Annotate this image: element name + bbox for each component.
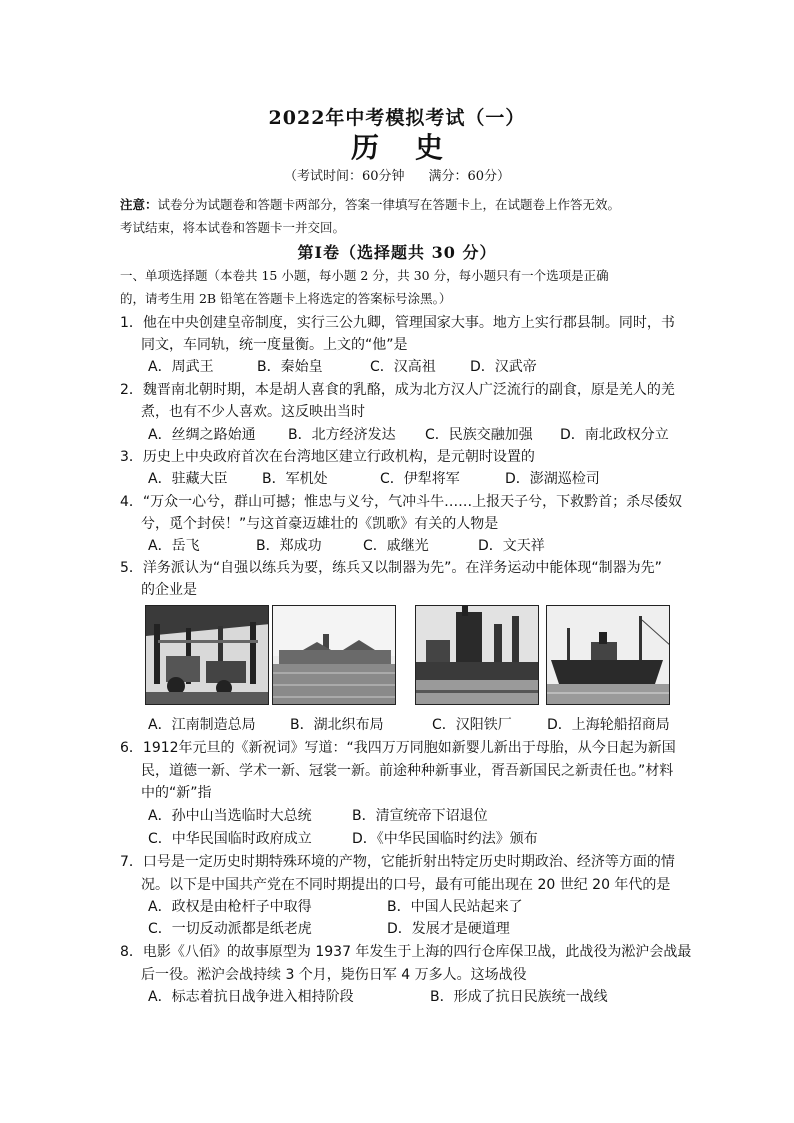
question-5-option-c: C．汉阳铁厂 [432,717,512,733]
question-7-line-1: 7．口号是一定历史时期特殊环境的产物，它能折射出特定历史时期政治、经济等方面的情 [120,854,675,870]
question-8-line-1: 8．电影《八佰》的故事原型为 1937 年发生于上海的四行仓库保卫战，此战役为淞沪会战最 [120,944,692,960]
exam-time: （考试时间：60分钟 [283,169,405,184]
question-5-option-a: A．江南制造总局 [148,717,256,733]
question-2-line-2: 煮，也有不少人喜欢。这反映出当时 [141,404,365,420]
question-3-option-a: A．驻藏大臣 [148,471,228,487]
question-8-option-b: B．形成了抗日民族统一战线 [430,989,608,1005]
notice-lead: 注意： [120,197,158,212]
notice-line-1: 注意：试卷分为试题卷和答题卡两部分，答案一律填写在答题卡上，在试题卷上作答无效。 [120,197,621,212]
question-6-option-c: C．中华民国临时政府成立 [148,831,312,847]
question-4-line-2: 兮，觅个封侯！”与这首豪迈雄壮的《凯歌》有关的人物是 [141,516,499,532]
question-4-option-b: B．郑成功 [256,538,322,554]
exam-score: 满分：60分） [428,169,511,184]
question-1-option-a: A．周武王 [148,359,214,375]
question-7-option-d: D．发展才是硬道理 [387,921,510,937]
question-5-option-b: B．湖北织布局 [290,717,384,733]
instruction-line-1: 一、单项选择题（本卷共 15 小题，每小题 2 分，共 30 分，每小题只有一个选项是正确 [120,268,609,283]
question-3-line-1: 3．历史上中央政府首次在台湾地区建立行政机构，是元朝时设置的 [120,449,535,465]
question-2-line-1: 2．魏晋南北朝时期，本是胡人喜食的乳酪，成为北方汉人广泛流行的副食，原是羌人的羌 [120,382,675,398]
question-1-option-b: B．秦始皇 [257,359,323,375]
subject-title: 历史 [350,131,479,164]
question-2-option-c: C．民族交融加强 [425,427,533,443]
question-3-option-c: C．伊犁将军 [380,471,460,487]
question-2-option-a: A．丝绸之路始通 [148,427,256,443]
question-1-option-d: D．汉武帝 [470,359,537,375]
question-6-line-3: 中的“新”指 [141,785,212,801]
question-8-option-a: A．标志着抗日战争进入相持阶段 [148,989,354,1005]
ironworks-photo [415,605,539,705]
question-5-line-2: 的企业是 [141,582,197,598]
question-7-line-2: 况。以下是中国共产党在不同时期提出的口号，最有可能出现在 20 世纪 20 年代的是 [141,877,671,893]
question-7-option-c: C．一切反动派都是纸老虎 [148,921,312,937]
question-4-line-1: 4．“万众一心兮，群山可撼；惟忠与义兮，气冲斗牛……上报天子兮，下救黔首；杀尽倭奴 [120,494,683,510]
steamship-photo [546,605,670,705]
textile-mill-photo [272,605,396,705]
question-4-option-c: C．戚继光 [363,538,429,554]
question-7-option-a: A．政权是由枪杆子中取得 [148,899,312,915]
question-6-option-a: A．孙中山当选临时大总统 [148,808,312,824]
question-6-option-b: B．清宣统帝下诏退位 [352,808,488,824]
question-3-option-b: B．军机处 [262,471,328,487]
question-2-option-b: B．北方经济发达 [288,427,396,443]
time-score-row [0,165,794,184]
question-1-option-c: C．汉高祖 [370,359,436,375]
question-6-line-2: 民，道德一新、学术一新、冠裳一新。前途种种新事业，胥吾新国民之新责任也。”材料 [141,763,674,779]
part1-title: 第Ⅰ卷（选择题共 30 分） [297,243,497,262]
question-6-line-1: 6．1912年元旦的《新祝词》写道：“我四万万同胞如新婴儿新出于母胎，从今日起为新国 [120,740,676,756]
question-5-line-1: 5．洋务派认为“自强以练兵为要，练兵又以制器为先”。在洋务运动中能体现“制器为先” [120,560,662,576]
exam-title: 2022年中考模拟考试（一） [268,107,526,129]
question-2-option-d: D．南北政权分立 [560,427,669,443]
question-4-option-a: A．岳飞 [148,538,200,554]
question-5-option-d: D．上海轮船招商局 [547,717,670,733]
factory-interior-photo [145,605,269,705]
question-1-line-1: 1．他在中央创建皇帝制度，实行三公九卿，管理国家大事。地方上实行郡县制。同时，书 [120,315,675,331]
question-4-option-d: D．文天祥 [478,538,545,554]
question-3-option-d: D．澎湖巡检司 [505,471,600,487]
question-1-line-2: 同文，车同轨，统一度量衡。上文的“他”是 [141,337,408,353]
notice-line-2: 考试结束，将本试卷和答题卡一并交回。 [120,220,346,235]
question-7-option-b: B．中国人民站起来了 [387,899,523,915]
question-6-option-d: D．《中华民国临时约法》颁布 [352,831,538,847]
instruction-line-2: 的，请考生用 2B 铅笔在答题卡上将选定的答案标号涂黑。） [120,291,452,306]
question-8-line-2: 后一役。淞沪会战持续 3 个月，毙伤日军 4 万多人。这场战役 [141,967,527,983]
